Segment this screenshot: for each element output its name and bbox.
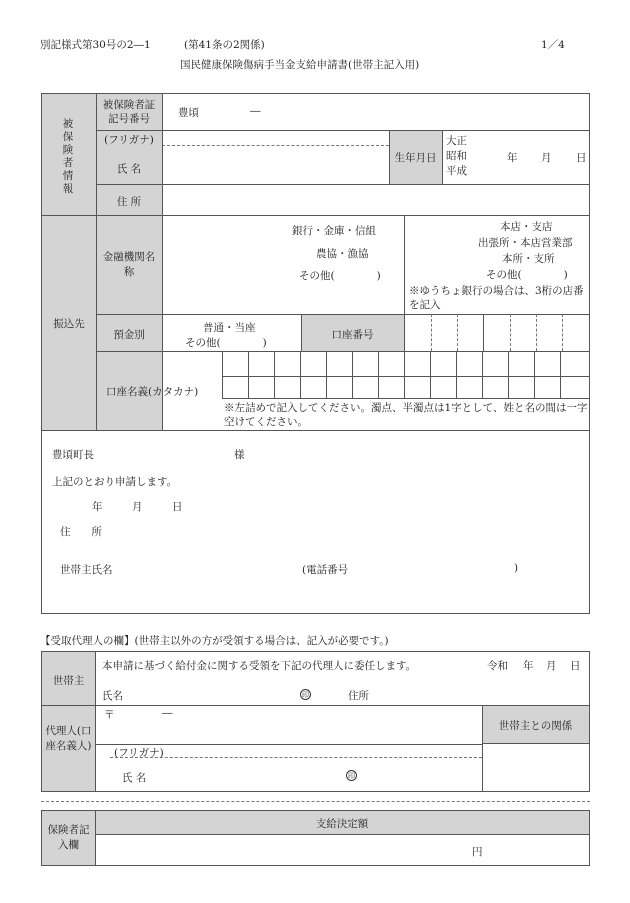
applicant-address-label: 住 所 — [60, 526, 102, 538]
address-field[interactable] — [162, 185, 589, 215]
postal-mark: 〒 — [104, 709, 115, 721]
deposit-type-2[interactable]: その他( ) — [185, 337, 267, 349]
application-year-label: 年 — [92, 501, 103, 513]
application-day-label: 日 — [172, 501, 183, 513]
era-list[interactable] — [446, 134, 467, 179]
delegation-statement: 本申請に基づく給付金に関する受領を下記の代理人に委任します。 — [102, 660, 417, 672]
card-number-label: 被保険者証記号番号 — [102, 99, 156, 125]
postal-dash: ― — [162, 707, 173, 719]
form-title: 国民健康保険傷病手当金支給申請書(世帯主記入用) — [180, 59, 420, 71]
furigana-label: (フリガナ) — [104, 134, 154, 146]
seal-mark: 印 — [348, 772, 355, 780]
agent-label: 代理人(口座名義人) — [45, 725, 92, 752]
cut-line — [41, 801, 590, 802]
account-holder-note: ※左詰めで記入してください。濁点、半濁点は1字として、姓と名の間は一字空けてください。 — [224, 402, 588, 428]
form-number: 別記様式第30号の2―1 — [40, 39, 151, 51]
phone-close: ) — [514, 562, 519, 574]
yen-unit: 円 — [472, 846, 483, 858]
relation-field[interactable] — [483, 744, 589, 791]
delegation-day-label: 日 — [570, 660, 581, 672]
dob-month-label: 月 — [541, 152, 552, 164]
agent-furigana-field[interactable] — [180, 745, 480, 757]
era-showa[interactable]: 昭和 — [446, 150, 467, 162]
bank-type-1[interactable]: 銀行・金庫・信組 — [292, 225, 376, 237]
account-number-field[interactable] — [405, 315, 589, 351]
deposit-type-1[interactable]: 普通・当座 — [203, 322, 256, 334]
card-number-field[interactable] — [162, 92, 389, 130]
name-label: 氏 名 — [116, 163, 142, 175]
proxy-householder-label: 世帯主 — [52, 675, 85, 687]
era-heisei[interactable]: 平成 — [446, 165, 467, 177]
address-label: 住 所 — [116, 196, 142, 208]
delegation-era: 令和 — [487, 660, 508, 672]
branch-type-4[interactable]: その他( ) — [486, 269, 568, 281]
bank-type-2[interactable]: 農協・漁協 — [316, 248, 369, 260]
account-holder-label: 口座名義(カタカナ) — [106, 386, 199, 398]
dob-day-label: 日 — [576, 152, 587, 164]
deposit-type-label: 預金別 — [113, 329, 145, 341]
branch-type-3[interactable]: 本所・支所 — [502, 253, 555, 265]
application-month-label: 月 — [132, 501, 143, 513]
agent-name-label: 氏 名 — [122, 772, 147, 784]
phone-field[interactable] — [360, 558, 510, 576]
relation-label: 世帯主との関係 — [498, 720, 573, 732]
seal-mark: 印 — [302, 691, 309, 699]
phone-label: (電話番号 — [302, 564, 349, 576]
article-reference: (第41条の2関係) — [184, 39, 265, 51]
application-statement: 上記のとおり申請します。 — [52, 476, 178, 488]
insurer-label: 保険者記入欄 — [47, 824, 90, 851]
dob-label: 生年月日 — [394, 152, 437, 164]
institution-label: 金融機関名称 — [102, 251, 156, 278]
furigana-field[interactable] — [162, 131, 389, 145]
branch-type-2[interactable]: 出張所・本店営業部 — [478, 237, 573, 249]
yucho-note: ※ゆうちょ銀行の場合は、3桁の店番を記入 — [409, 285, 584, 311]
branch-type-1[interactable]: 本店・支店 — [500, 221, 553, 233]
account-holder-field[interactable] — [223, 352, 589, 398]
card-number-prefix: 豊頃 — [178, 107, 199, 119]
page-number: 1／4 — [541, 39, 565, 51]
addressee: 豊頃町長 — [52, 449, 94, 461]
agent-furigana-label: (フリガナ) — [114, 747, 164, 759]
dob-year-label: 年 — [507, 152, 518, 164]
name-field[interactable] — [162, 146, 389, 184]
account-number-label: 口座番号 — [331, 329, 374, 341]
householder-name-label: 世帯主氏名 — [60, 564, 113, 576]
proxy-householder-name-label: 氏名 — [102, 690, 123, 702]
agent-address-field[interactable] — [96, 706, 481, 743]
householder-name-field[interactable] — [130, 558, 290, 576]
delegation-month-label: 月 — [546, 660, 557, 672]
bank-type-3[interactable]: その他( ) — [299, 270, 381, 282]
insured-section-label: 被保険者情報 — [62, 118, 74, 195]
proxy-heading: 【受取代理人の欄】(世帯主以外の方が受領する場合は、記入が必要です。) — [40, 635, 389, 647]
applicant-address-field[interactable] — [130, 520, 570, 538]
agent-name-field[interactable] — [160, 762, 340, 786]
delegation-year-label: 年 — [523, 660, 534, 672]
era-taisho[interactable]: 大正 — [446, 135, 467, 147]
card-number-dash: ― — [250, 105, 261, 117]
proxy-householder-address-field[interactable] — [375, 684, 575, 702]
transfer-section-label: 振込先 — [53, 318, 85, 330]
decision-amount-field[interactable] — [96, 835, 589, 865]
proxy-householder-name-field[interactable] — [120, 684, 290, 702]
proxy-householder-address-label: 住所 — [348, 690, 369, 702]
honorific: 様 — [234, 449, 245, 461]
decision-amount-label: 支給決定額 — [315, 818, 369, 830]
